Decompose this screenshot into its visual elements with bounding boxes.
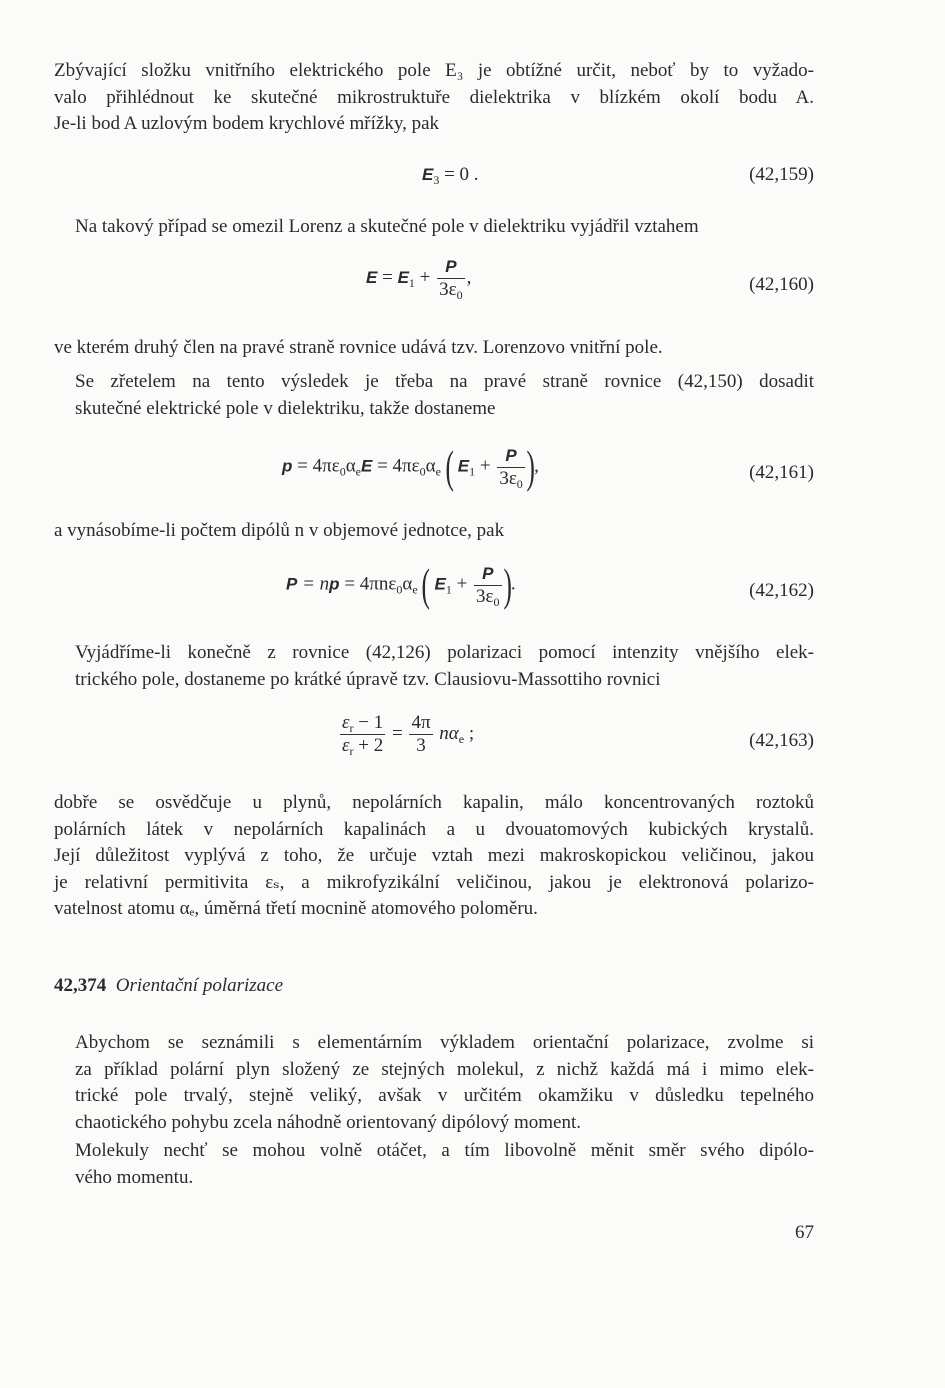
subscript: 0 [456,288,463,302]
den-text: 3ε [439,279,457,300]
paragraph-9 [54,1138,814,1191]
paragraph-3 [54,335,814,362]
subscript: e [435,464,441,479]
equation-text: = 4πε [377,455,420,477]
fraction [409,712,432,757]
page [54,0,814,1388]
symbol: E [397,267,409,287]
text-line: vatelnost atomu αₑ, úměrná třetí mocnině atomového poloměru. [54,898,538,919]
equation-42-163 [54,708,814,778]
left-paren: ( [445,441,454,492]
symbol: E [360,456,373,476]
numerator: P [482,563,494,583]
equation-body [338,712,474,757]
equation-text: α [425,455,436,477]
equation-text: nα [439,722,459,744]
subscript: 0 [396,582,403,597]
text-line: vého momentu. [75,1166,194,1188]
subscript: r [349,744,354,758]
section-heading [54,975,283,997]
equation-text: α [402,573,413,595]
right-paren: ) [502,559,512,610]
text-line: za příklad polární plyn složený ze stejných molekul, z nichž každá má i mimo elek- [75,1058,814,1080]
equation-text: = 0 . [444,164,479,185]
symbol: E [422,165,434,184]
equation-text: − 1 [353,712,384,733]
paragraph-5 [54,518,814,545]
equation-text: α [345,455,356,477]
operator: + [479,455,491,477]
text-line: Její důležitost vyplývá z toho, že určuje vztah mezi makroskopickou veličinou, jakou [54,845,814,866]
equation-42-162 [54,558,814,630]
subscript: 1 [408,275,415,290]
text-line: Abychom se seznámili s elementárním výkladem orientační polarizace, zvolme si [75,1032,814,1053]
denominator [497,467,524,490]
text-line: trického pole, dostaneme po krátké úpravě tzv. Clausiovu-Massottiho rovnici [75,668,661,690]
text-line: valo přihlédnout ke skutečné mikrostruktuře dielektrika v blízkém okolí bodu A. [54,86,814,108]
subscript: 0 [419,464,426,479]
fraction [437,256,464,301]
paragraph-8 [54,1030,814,1136]
numerator: 4π [411,712,431,733]
subscript: 3 [433,173,440,187]
numerator [340,712,385,734]
operator: + [419,266,431,288]
equation-body [286,559,516,610]
text-line: Na takový případ se omezil Lorenz a skutečné pole v dielektriku vyjádřil vztahem [75,216,699,237]
section-title: Orientační polarizace [115,975,284,996]
equation-text: = 4πnε [344,573,397,595]
section-number: 42,374 [54,975,107,996]
equation-42-160 [54,252,814,322]
symbol: ε [342,735,350,756]
page-number: 67 [795,1222,814,1243]
paragraph-7 [54,790,814,923]
numerator: P [445,257,457,276]
equation-number: (42,159) [749,164,814,185]
denominator [474,585,501,608]
subscript: 0 [516,476,523,491]
paragraph-2 [54,214,814,241]
text-line: trické pole trvalý, stejně veliký, avšak v určitém okamžiku v důsledku tepelného [75,1085,814,1106]
symbol: P [286,574,298,594]
symbol: p [282,456,293,476]
punctuation: , [466,266,472,288]
paragraph-6 [54,640,814,693]
denominator [340,734,385,757]
text-line: a vynásobíme-li počtem dipólů n v objemové jednotce, pak [54,520,505,541]
text-line: Molekuly nechť se mohou volně otáčet, a tím libovolně měnit směr svého dipólo- [75,1140,814,1161]
subscript: e [355,464,361,479]
equation-number: (42,162) [749,580,814,601]
subscript: e [458,731,465,746]
numerator: P [505,445,517,465]
equation-42-159 [54,158,814,218]
equation-text: + 2 [353,735,384,756]
text-line: dobře se osvědčuje u plynů, nepolárních kapalin, málo koncentrovaných roztoků [54,792,814,813]
equation-body [422,164,479,186]
paragraph-4 [54,369,814,422]
symbol: E [434,574,446,594]
punctuation: , [534,455,539,477]
operator: = [382,266,393,288]
right-paren: ) [526,441,535,492]
text-line: ve kterém druhý člen na pravé straně rovnice udává tzv. Lorenzovo vnitřní pole. [54,337,663,358]
subscript: 1 [445,582,452,597]
symbol: E [366,267,378,287]
fraction [474,563,501,608]
denominator: 3 [409,734,432,757]
equation-number: (42,161) [749,462,814,483]
equation-body [282,441,539,492]
subscript: 0 [493,594,500,609]
subscript: r [349,721,354,735]
equation-text: = 4πε [297,455,340,477]
text-line: Vyjádříme-li konečně z rovnice (42,126) polarizaci pomocí intenzity vnějšího elek- [75,642,814,663]
den-text: 3ε [499,467,517,489]
symbol: ε [342,712,350,733]
subscript: 1 [469,464,476,479]
den-text: 3ε [476,585,494,607]
subscript: 0 [339,464,346,479]
operator: = [391,722,403,744]
fraction [340,712,385,757]
symbol: p [329,574,340,594]
fraction [497,445,524,490]
equation-number: (42,160) [749,274,814,295]
left-paren: ( [421,559,431,610]
punctuation: ; [464,722,475,744]
text-line: Je-li bod A uzlovým bodem krychlové mřížky, pak [54,113,440,134]
operator: + [456,573,468,595]
punctuation: . [510,573,516,595]
subscript: e [412,582,418,597]
equation-body [366,256,471,301]
symbol: E [457,456,470,476]
equation-42-161 [54,440,814,512]
denominator [437,278,464,301]
equation-text: = n [302,573,330,595]
equation-number: (42,163) [749,730,814,751]
paragraph-1 [54,58,814,138]
text-line: skutečné elektrické pole v dielektriku, takže dostaneme [75,397,496,419]
text-line: Se zřetelem na tento výsledek je třeba na pravé straně rovnice (42,150) dosadit [75,371,814,392]
text-line: Zbývající složku vnitřního elektrického pole E₃ je obtížné určit, neboť by to vyžado- [54,60,814,81]
text-line: je relativní permitivita εₛ, a mikrofyzikální veličinou, jakou je elektronová polarizo- [54,871,814,893]
text-line: polárních látek v nepolárních kapalinách a u dvouatomových kubických krystalů. [54,818,814,840]
text-line: chaotického pohybu zcela náhodně orientovaný dipólový moment. [75,1111,581,1133]
